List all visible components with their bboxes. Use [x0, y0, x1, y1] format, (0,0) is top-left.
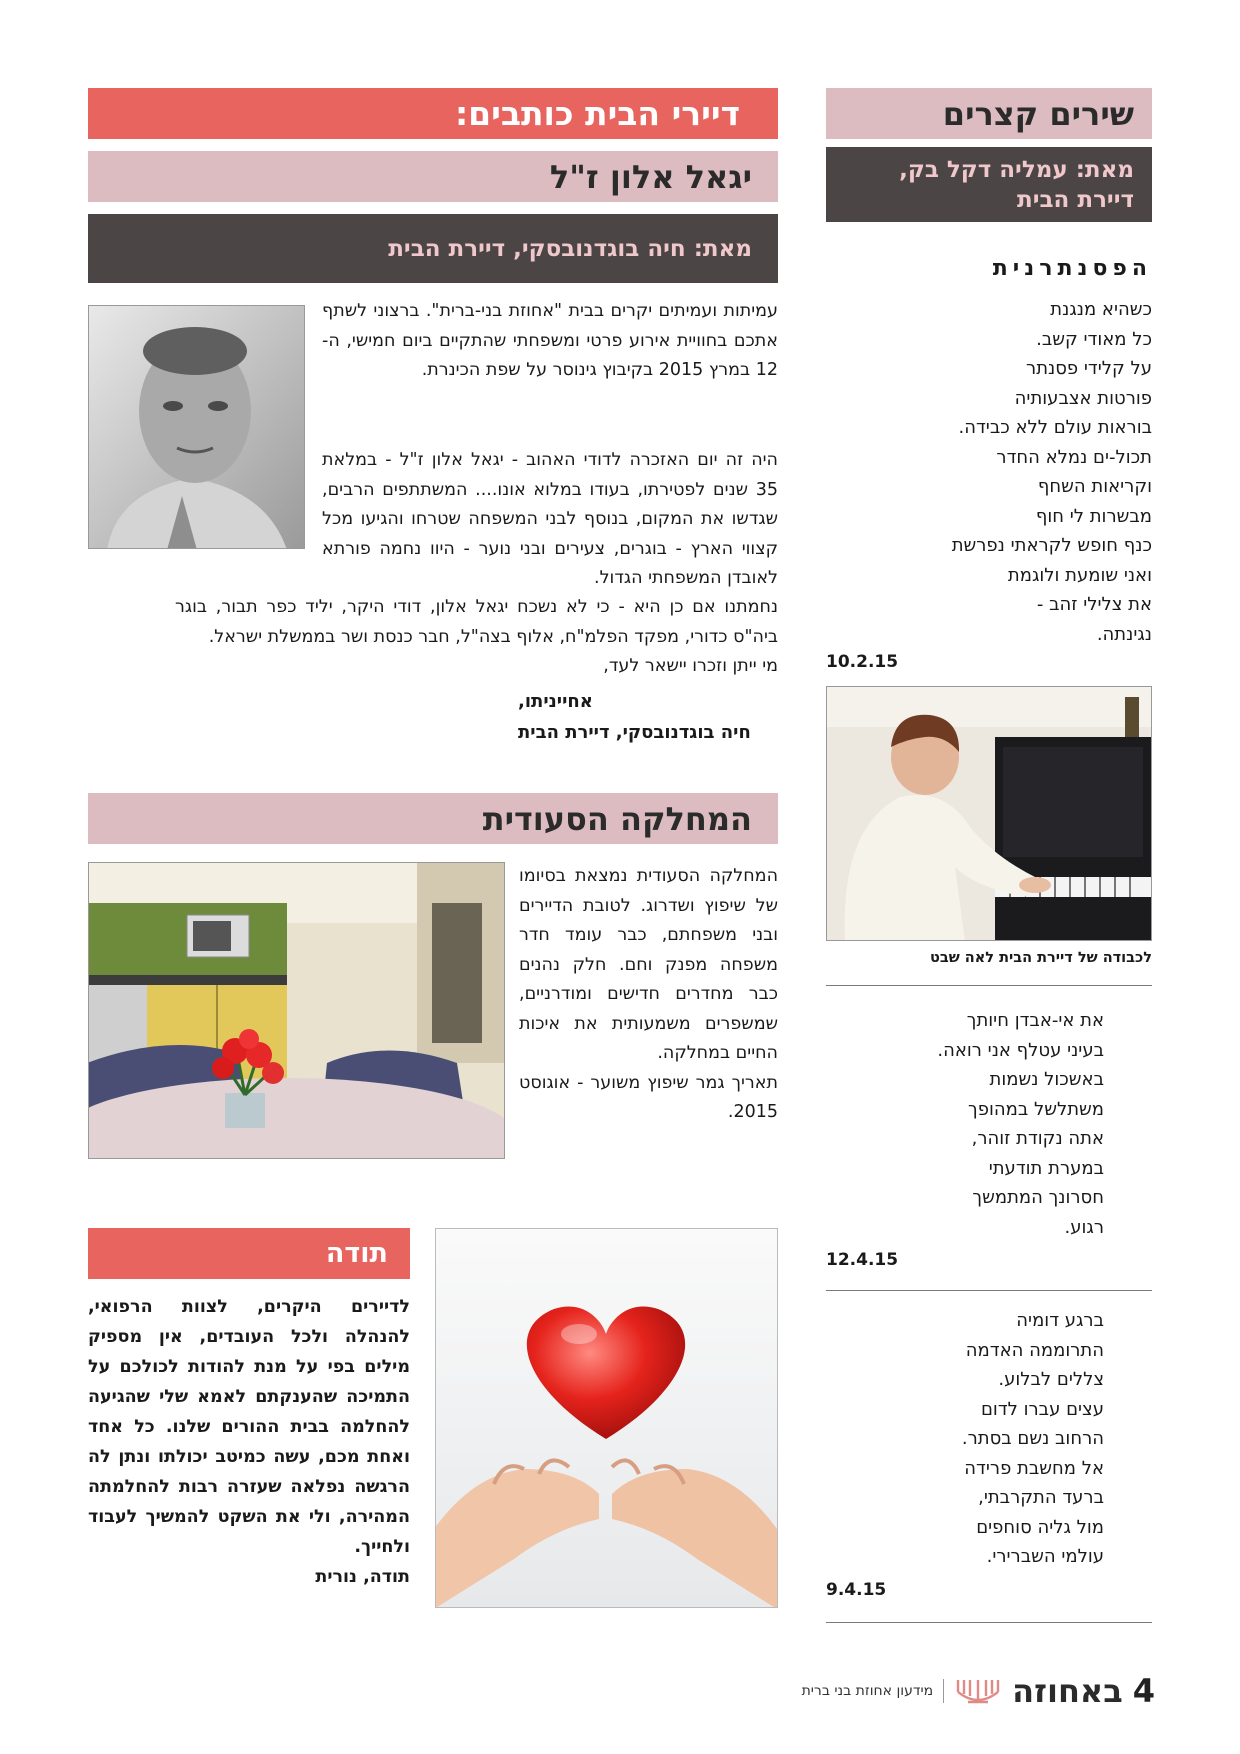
poem-line: בוראות עולם ללא כבידה.	[958, 417, 1152, 438]
thanks-signature: תודה, נורית	[315, 1567, 410, 1587]
thanks-title-bar	[88, 1228, 410, 1279]
article2-title: המחלקה הסעודית	[482, 799, 752, 838]
article1-signoff	[88, 686, 778, 748]
poem-line: עולמי השברירי.	[986, 1546, 1104, 1567]
poem-line: כנף חופש לקראתי נפרשת	[951, 535, 1152, 556]
poem-line: משתלשל במהופך	[968, 1098, 1104, 1120]
divider	[826, 985, 1152, 986]
poem-line: חסרונך המתמשך	[972, 1187, 1104, 1208]
poem-line: ואני שומעת ולוגמת	[1007, 564, 1152, 586]
footer-separator	[943, 1679, 944, 1703]
article1-byline-bar	[88, 214, 778, 283]
thanks-title: תודה	[325, 1238, 388, 1269]
poem-line: אתה נקודת זוהר,	[971, 1128, 1104, 1149]
sidebar-byline-bar	[826, 147, 1152, 222]
pianist-photo-caption: לכבודה של דיירת הבית לאה שבט	[930, 950, 1152, 966]
article1-body	[242, 297, 778, 386]
poem1-title: הפסנתרנית	[992, 256, 1152, 281]
divider	[826, 1622, 1152, 1623]
article1-paragraph: עמיתות ועמיתים יקרים בבית "אחוזת בני-ברית". ברצוני לשתף אתכם בחוויית אירוע פרטי ומשפחתי שהתקיים ביום חמישי, ה- 12 במרץ 2015 בקיבוץ גינוסר על שפת הכינרת.	[322, 301, 778, 380]
poem-line: וקריאות השחף	[1037, 476, 1152, 497]
section-title: דיירי הבית כותבים:	[454, 94, 740, 133]
poem-line: התרוממה האדמה	[965, 1339, 1104, 1361]
poem1-body	[826, 295, 1152, 649]
poem-line: את אי-אבדן חיותך	[966, 1010, 1104, 1031]
section-title-bar	[88, 88, 778, 139]
article1-paragraph: מי ייתן וזכרו יישאר לעד,	[603, 656, 778, 676]
poem-line: מבשרות לי חוף	[1035, 505, 1152, 527]
poem-line: את צלילי זהב -	[1036, 594, 1152, 615]
poem-line: נגינתה.	[1096, 623, 1152, 645]
poem-line: צללים לבלוע.	[998, 1369, 1104, 1390]
sidebar-title: שירים קצרים	[942, 94, 1134, 133]
poem-line: תכול-ים נמלא החדר	[996, 446, 1152, 468]
article1-title: יגאל אלון ז"ל	[549, 157, 752, 196]
article1-paragraph: היה זה יום האזכרה לדודי האהוב - יגאל אלון ז"ל - במלאת 35 שנים לפטירתו, בעודו במלוא אונו.... המשתתפים הרבים, שגדשו את המקום, בנוסף לבני המשפחה שטרחו והגיעו מכל קצווי הארץ - בוגרים, צעירים ובני נוער - היוו נחמה פורתא לאובדן המשפחתי הגדול.	[322, 450, 778, 588]
footer-subtitle: מידעון אחוזת בני ברית	[801, 1683, 934, 1699]
poem2-body	[826, 1006, 1152, 1242]
sidebar-title-bar	[826, 88, 1152, 139]
article2-paragraph: המחלקה הסעודית נמצאת בסיומו של שיפוץ ושדרוג. לטובת הדיירים ובני משפחתם, כבר עומד חדר משפחה מפנק וחם. חלק נהנים כבר מחדרים חדישים ומודרניים, שמשפרים משמעותית את איכות החיים במחלקה.	[519, 866, 778, 1063]
article1-byline: מאת: חיה בוגדנובסקי, דיירת הבית	[388, 235, 752, 262]
sidebar-byline-line1: מאת: עמליה דקל בק,	[899, 156, 1134, 183]
poem-line: עצים עברו לדום	[980, 1398, 1104, 1420]
article1-body-2	[322, 446, 778, 594]
kitchen-photo	[88, 862, 505, 1159]
article2-title-bar	[88, 793, 778, 844]
poem3-body	[826, 1306, 1152, 1572]
poem2-date: 12.4.15	[826, 1250, 899, 1270]
thanks-paragraph: לדיירים היקרים, לצוות הרפואי, להנהלה ולכל העובדים, אין מספיק מילים בפי על מנת להודות לכולכם על התמיכה שהענקתם לאמא שלי שהגיעה להחלמה בבית ההורים שלנו. כל אחד ואחת מכם, עשה כמיטב יכולתו ונתן לה הרגשה נפלאה שעזרה רבות להחלמתה המהירה, ולי את השקט להמשיך לעבוד ולחייך.	[88, 1297, 410, 1557]
poem-line: הרחוב נשם בסתר.	[961, 1428, 1104, 1449]
divider	[826, 1290, 1152, 1291]
heart-hands-photo	[435, 1228, 778, 1608]
menorah-icon	[954, 1678, 1002, 1704]
page-number: 4	[1132, 1672, 1155, 1710]
article1-title-bar	[88, 151, 778, 202]
article1-body-3	[175, 593, 778, 682]
pianist-photo	[826, 686, 1152, 941]
poem1-date: 10.2.15	[826, 652, 899, 672]
footer-brand: באחוזה	[1012, 1672, 1123, 1710]
poem-line: באשכול נשמות	[989, 1069, 1104, 1090]
poem-line: ברגע דומיה	[1016, 1310, 1104, 1331]
footer	[760, 1668, 1155, 1714]
poem3-date: 9.4.15	[826, 1580, 887, 1600]
poem-line: ברעד התקרבתי,	[978, 1487, 1104, 1508]
poem-line: כשהיא מנגנת	[1050, 299, 1152, 320]
thanks-body	[88, 1292, 410, 1592]
article2-body	[519, 862, 778, 1128]
poem-line: פורטות אצבעותיה	[1014, 387, 1152, 409]
article1-paragraph: נחמתנו אם כן היא - כי לא נשכח יגאל אלון, דודי היקר, יליד כפר תבור, בוגר ביה"ס כדורי, מפקד הפלמ"ח, אלוף בצה"ל, חבר כנסת ושר בממשלת ישראל.	[175, 597, 778, 647]
poem-line: על קלידי פסנתר	[1026, 358, 1152, 379]
poem-line: בעיני עטלף אני רואה.	[937, 1039, 1104, 1061]
poem2-lines	[826, 1006, 1152, 1242]
poem-line: רגוע.	[1064, 1216, 1104, 1238]
poem-line: אל מחשבת פרידה	[964, 1457, 1104, 1479]
signoff-line: חיה בוגדנובסקי, דיירת הבית	[518, 722, 751, 743]
sidebar-byline-line2: דיירת הבית	[1017, 186, 1134, 213]
poem-line: כל מאודי קשב.	[1036, 328, 1152, 350]
signoff-line: אחייניתו,	[518, 691, 593, 712]
poem3-lines	[826, 1306, 1152, 1572]
poem1-lines	[826, 295, 1152, 649]
article2-paragraph: תאריך גמר שיפוץ משוער - אוגוסט 2015.	[519, 1072, 778, 1122]
poem-line: מול גליה סוחפים	[976, 1516, 1104, 1538]
poem-line: במערת תודעתי	[988, 1157, 1104, 1179]
